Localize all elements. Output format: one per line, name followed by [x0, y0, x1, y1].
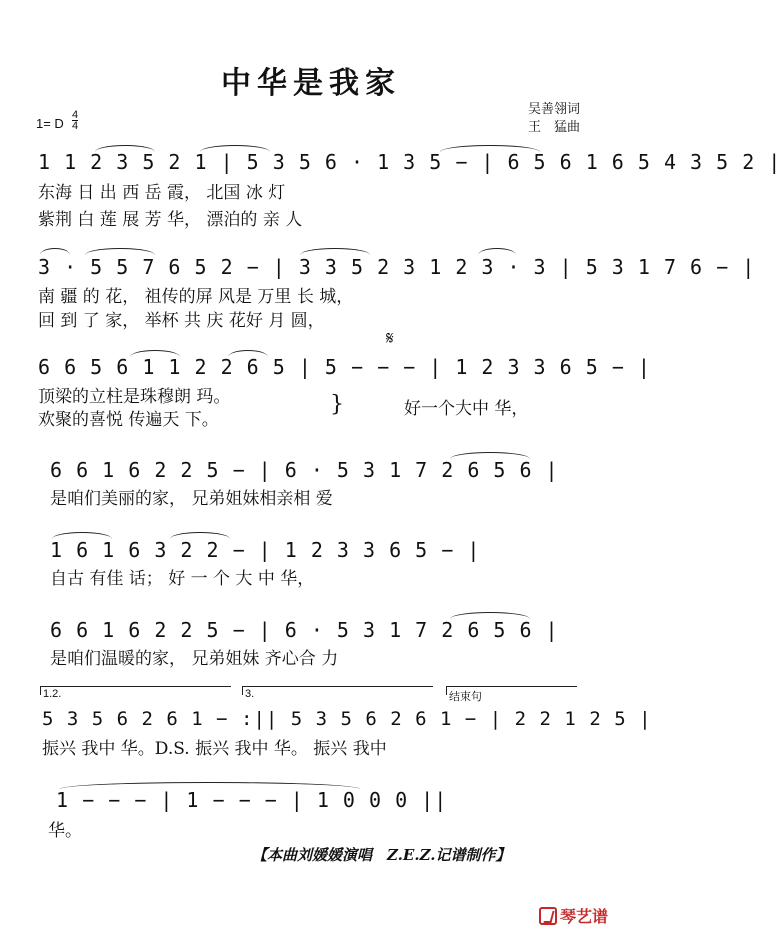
slur [170, 532, 230, 539]
site-logo-text: 琴艺谱 [559, 907, 608, 926]
slur [85, 248, 155, 255]
time-signature-bottom: 4 [72, 120, 79, 132]
first-ending-label: 1.2. [43, 688, 62, 700]
time-signature-top: 4 [72, 109, 79, 121]
notation-line-2: 3 · 5 5 7 6 5 2 − | 3 3 5 2 3 1 2 3 · 3 | 5 3 1 7 6 − | [38, 255, 756, 279]
tie [60, 782, 360, 789]
slur [52, 532, 112, 539]
lyricist-credit: 吴善翎词 [527, 102, 580, 117]
notation-line-7: 5 3 5 6 2 6 1 − :|| 5 3 5 6 2 6 1 − | 2 2 1 2 5 | [42, 708, 652, 730]
notation-line-5: 1 6 1 6 3 2 2 − | 1 2 3 3 6 5 − | [50, 538, 481, 562]
second-ending-label: 3. [245, 688, 255, 700]
slur [300, 248, 370, 255]
lyric-line-3-refrain: 好一个大中 华， [404, 399, 529, 419]
first-ending-bracket [40, 686, 231, 695]
lyric-line-8: 华。 [48, 821, 82, 841]
lyric-line-3b: 欢聚的喜悦 传遍天 下。 [38, 410, 219, 430]
lyric-line-5: 自古 有佳 话； 好 一 个 大 中 华， [50, 569, 315, 589]
lyric-line-3a: 顶梁的立柱是珠穆朗 玛。 [38, 387, 231, 407]
slur [450, 452, 530, 459]
notation-line-3: 6 6 5 6 1 1 2 2 6 5 | 5 − − − | 1 2 3 3 6 5 − | [38, 355, 651, 379]
slur [440, 145, 540, 152]
footer-credit: 【本曲刘媛媛演唱 Z.E.Z.记谱制作】 [252, 846, 511, 864]
brace: } [330, 392, 344, 417]
coda-label: 结束句 [449, 691, 482, 703]
slur [200, 145, 270, 152]
slur [95, 145, 155, 152]
lyric-line-2b: 回 到 了 家， 举杯 共 庆 花好 月 圆， [38, 311, 325, 331]
second-ending-bracket [242, 686, 433, 695]
time-signature [72, 110, 78, 131]
lyric-line-1b: 紫荆 白 莲 展 芳 华， 漂泊的 亲 人 [38, 210, 303, 230]
notation-line-1: 1 1 2 3 5 2 1 | 5 3 5 6 · 1 3 5 − | 6 5 6 1 6 5 4 3 5 2 | [38, 150, 781, 174]
key-signature: 1= D [36, 116, 64, 131]
song-title: 中华是我家 [221, 66, 401, 101]
lyric-line-2a: 南 疆 的 花， 祖传的屏 风是 万里 长 城， [38, 287, 354, 307]
slur [450, 612, 530, 619]
segno-sign: 𝄋 [386, 328, 394, 349]
lyric-line-4: 是咱们美丽的家， 兄弟姐妹相亲相 爱 [50, 489, 333, 509]
lyric-line-6: 是咱们温暖的家， 兄弟姐妹 齐心合 力 [50, 649, 339, 669]
lyric-line-1a: 东海 日 出 西 岳 霞， 北国 冰 灯 [38, 183, 286, 203]
lyric-line-7: 振兴 我中 华。D.S. 振兴 我中 华。 振兴 我中 [42, 739, 387, 759]
site-logo[interactable] [539, 904, 608, 927]
notation-line-6: 6 6 1 6 2 2 5 − | 6 · 5 3 1 7 2 6 5 6 | [50, 618, 559, 642]
slur [228, 350, 268, 357]
slur [478, 248, 516, 255]
composer-credit: 王 猛曲 [527, 120, 580, 135]
notation-line-4: 6 6 1 6 2 2 5 − | 6 · 5 3 1 7 2 6 5 6 | [50, 458, 559, 482]
slur [40, 248, 70, 255]
notation-line-8: 1 − − − | 1 − − − | 1 0 0 0 || [56, 788, 448, 812]
logo-icon [539, 907, 557, 925]
slur [130, 350, 180, 357]
